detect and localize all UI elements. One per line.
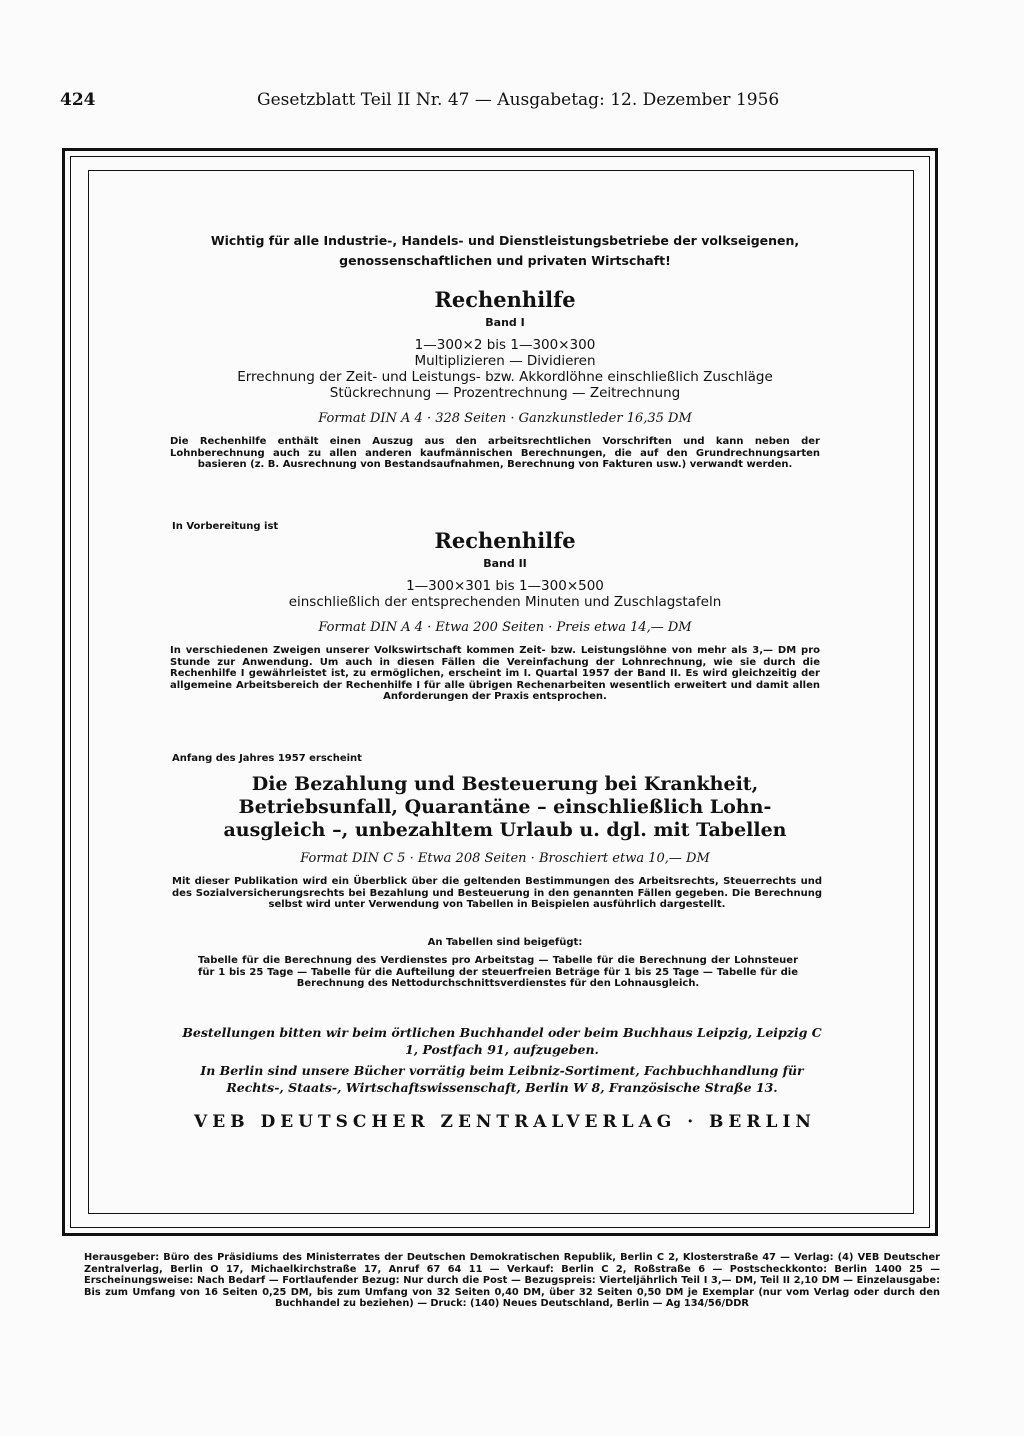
book1-title: Rechenhilfe [434,287,576,312]
book1-description: Die Rechenhilfe enthält einen Auszug aus den arbeitsrechtlichen Vorschriften und kann neben der Lohnberechnung auch zu allen anderen kaufmännischen Berechnungen, die auf den Grundrechnungsarten basieren (z. B. Ausrechnung von Bestandsaufnahmen, Berechnung von Fakturen usw.) verwandt werden. [170,436,820,470]
ad-intro-line-2: genossenschaftlichen und privaten Wirtschaft! [339,253,671,268]
ordering-paragraph: Bestellungen bitten wir beim örtlichen Buchhandel oder beim Buchhaus Leipzig, Leipzig C 1, Postfach 91, aufzugeben. [182,1025,822,1057]
book2-title: Rechenhilfe [434,528,576,553]
book3-title-line: Die Bezahlung und Besteuerung bei Krankheit, [251,773,759,795]
book3-format: Format DIN C 5 · Etwa 208 Seiten · Broschiert etwa 10,— DM [300,851,710,866]
ad-intro-line-1: Wichtig für alle Industrie-, Handels- und Dienstleistungsbetriebe der volkseigenen, [210,233,800,248]
ad-intro [110,231,900,271]
running-head: Gesetzblatt Teil II Nr. 47 — Ausgabetag: 12. Dezember 1956 [257,90,780,110]
book1-spec-line: Errechnung der Zeit- und Leistungs- bzw. Akkordlöhne einschließlich Zuschläge [237,369,773,385]
book2-label: In Vorbereitung ist [172,521,279,532]
publisher-name: VEB DEUTSCHER ZENTRALVERLAG · BERLIN [194,1112,816,1132]
imprint: Herausgeber: Büro des Präsidiums des Ministerrates der Deutschen Demokratischen Republik, Berlin C 2, Klosterstraße 47 — Verlag: (4) VEB Deutscher Zentralverlag, Berlin O 17, Michaelkirchstraße 17, Anruf 67 64 11 — Verkauf: Berlin C 2, Roßstraße 6 — Postscheckkonto: Berlin 1400 25 — Erscheinungsweise: Nach Bedarf — Fortlaufender Bezug: Nur durch die Post — Bezugspreis: Vierteljährlich Teil I 3,— DM, Teil II 2,10 DM — Einzelausgabe: Bis zum Umfang von 16 Seiten 0,25 DM, bis zum Umfang von 32 Seiten 0,40 DM, über 32 Seiten 0,50 DM je Exemplar (nur vom Verlag oder durch den Buchhandel zu beziehen) — Druck: (140) Neues Deutschland, Berlin — Ag 134/56/DDR [84,1252,940,1309]
ordering-info [176,1024,828,1096]
book3-title [110,773,900,842]
book2-format: Format DIN A 4 · Etwa 200 Seiten · Preis etwa 14,— DM [318,620,692,635]
book2-spec-line: einschließlich der entsprechenden Minuten und Zuschlagstafeln [288,594,722,610]
book1-band: Band I [485,316,525,329]
book1-spec-line: 1—300×2 bis 1—300×300 [414,337,596,353]
page-number: 424 [60,90,96,110]
book2-band: Band II [483,557,527,570]
book3-title-line: ausgleich –, unbezahltem Urlaub u. dgl. mit Tabellen [223,819,787,841]
book3-title-line: Betriebsunfall, Quarantäne – einschließlich Lohn- [238,796,772,818]
book3-tables: Tabelle für die Berechnung des Verdienstes pro Arbeitstag — Tabelle für die Berechnung der Lohnsteuer für 1 bis 25 Tage — Tabelle für die Aufteilung der steuerfreien Beträge für 1 bis 25 Tage — Tabelle für die Berechnung des Nettodurchschnittsverdienstes für den Lohnausgleich. [198,955,798,989]
book1-specs [110,337,900,401]
book3-tables-label: An Tabellen sind beigefügt: [427,937,583,948]
book2-specs [110,578,900,610]
book3-label: Anfang des Jahres 1957 erscheint [172,753,362,764]
ordering-paragraph: In Berlin sind unsere Bücher vorrätig beim Leibniz-Sortiment, Fachbuchhandlung für Rechts-, Staats-, Wirtschaftswissenschaft, Berlin W 8, Französische Straße 13. [200,1063,804,1095]
book2-description: In verschiedenen Zweigen unserer Volkswirtschaft kommen Zeit- bzw. Leistungslöhne von mehr als 3,— DM pro Stunde zur Anwendung. Um auch in diesen Fällen die Vereinfachung der Lohnrechnung, wie sie durch die Rechenhilfe I gewährleistet ist, zu ermöglichen, erscheint im I. Quartal 1957 der Band II. Es wird gleichzeitig der allgemeine Arbeitsbereich der Rechenhilfe I für alle übrigen Rechenarbeiten wesentlich erweitert und damit allen Anforderungen der Praxis entsprochen. [170,645,820,702]
book1-format: Format DIN A 4 · 328 Seiten · Ganzkunstleder 16,35 DM [318,411,692,426]
book3-description: Mit dieser Publikation wird ein Überblick über die geltenden Bestimmungen des Arbeitsrechts, Steuerrechts und des Sozialversicherungsrechts bei Bezahlung und Besteuerung in den genannten Fällen gegeben. Die Berechnung selbst wird unter Verwendung von Tabellen in Beispielen ausführlich dargestellt. [172,876,822,910]
book2-spec-line: 1—300×301 bis 1—300×500 [406,578,604,594]
book1-spec-line: Multiplizieren — Dividieren [414,353,596,369]
book1-spec-line: Stückrechnung — Prozentrechnung — Zeitrechnung [329,385,681,401]
